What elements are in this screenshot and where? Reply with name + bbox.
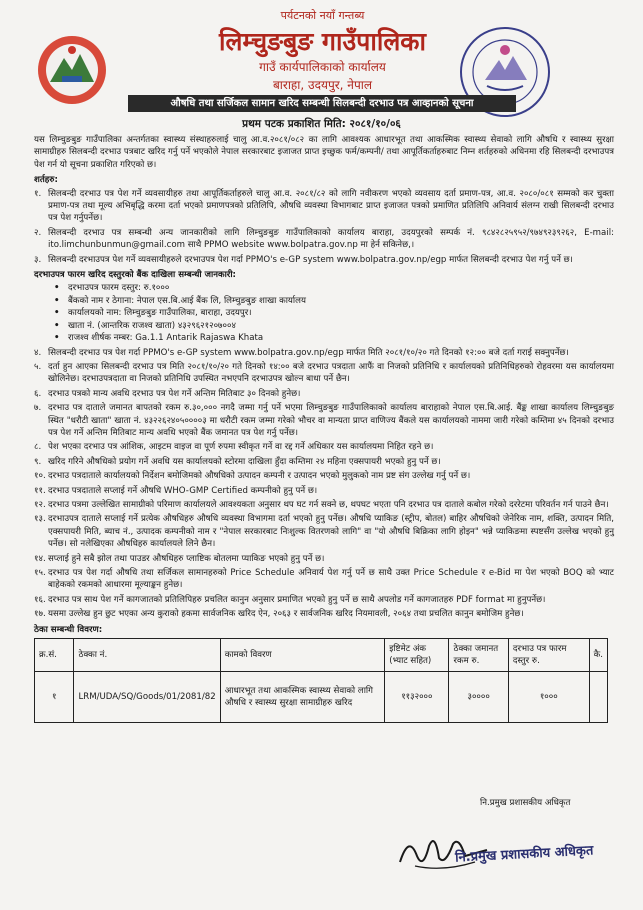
signatory-title: नि.प्रमुख प्रशासकीय अधिकृत — [480, 798, 571, 808]
nepal-emblem-icon — [32, 30, 112, 110]
notice-title: औषधि तथा सर्जिकल सामान खरिद सम्बन्धी सिलबन्दी दरभाउ पत्र आव्हानको सूचना — [128, 95, 516, 112]
condition-number: ४. — [34, 347, 42, 358]
condition-number: १३. — [34, 514, 46, 525]
intro-paragraph: यस लिम्चुङबुङ गाउँपालिका अन्तर्गतका स्वास्थ्य संस्थाहरुलाई चालु आ.व.२०८१/०८२ का लागि आवश्यक आधारभूत तथा आकस्मिक स्वास्थ्य सेवाको लागि औषधि र स्वास्थ्य सुरक्षा सामाग्रीहरु सिलबन्दी दरभाउ पत्रबाट खरिद गर्नु पर्ने भएकोले नेपाल सरकारबाट इजाजत प्राप्त इच्छुक फर्म/कम्पनी/ तथा आपूर्तिकर्ताहरुबाट निम्न शर्तहरुको अधिनमा रहि सिलबन्दी दरभाउपत्र पेश गर्न यो सूचना प्रकाशित गरिएको छ। — [34, 135, 614, 170]
column-header: क्र.सं. — [35, 639, 74, 672]
handwritten-signature-icon — [395, 826, 495, 876]
bank-info-list — [54, 282, 614, 344]
notice-body — [34, 134, 614, 723]
condition-item — [34, 608, 614, 620]
tagline: पर्यटनको नयाँ गन्तब्य — [280, 9, 365, 22]
condition-text: दरभाउ पत्रको मान्य अवधि दरभाउ पत्र पेश गर्ने अन्तिम मितिबाट ३० दिनको हुनेछ। — [48, 388, 301, 399]
column-header: ठेक्का नं. — [74, 639, 220, 672]
condition-item — [34, 513, 614, 550]
column-header: इष्टिमेट अंक (भ्याट सहित) — [385, 639, 449, 672]
condition-number: २. — [34, 227, 42, 238]
office-name: गाउँ कार्यपालिकाको कार्यालय — [259, 60, 386, 74]
letterhead — [0, 0, 643, 140]
condition-number: १२. — [34, 499, 46, 510]
condition-item — [34, 499, 614, 511]
condition-text: दरभाउपत्र दाताले सप्लाई गर्ने प्रत्येक औषधिहरु औषधि व्यवस्था विभागमा दर्ता भएको हुनु पर्नेछ। औषधि प्याकिङ (स्ट्रीप, बोतल) बाहिर औषधिको जेनेरिक नाम, शक्ति, उत्पादन मिति, एक्सपायरी मिति, ब्याच नं., उत्पादक कम्पनीको नाम र "नेपाल सरकारबाट निःशुल्क वितरणको लागि" वा "यो औषधि बिक्रिका लागि होइन" भन्ने प्याकिङमा स्पष्टसँग उल्लेख भएको हुनु पर्नेछ। सो नलेखिएका औषधिहरु कार्यालयले लिने छैन। — [48, 514, 614, 550]
condition-text: सप्लाई हुने सबै झोल तथा पाउडर औषधिहरु प्लाष्टिक बोतलमा प्याकिङ भएको हुनु पर्ने छ। — [48, 553, 325, 564]
column-header: कै. — [589, 639, 607, 672]
condition-item — [34, 188, 614, 225]
column-header: ठेक्का जमानत रकम रु. — [449, 639, 508, 672]
column-header: दरभाउ पत्र फारम दस्तुर रु. — [508, 639, 589, 672]
list-item: • खाता नं. (आन्तरिक राजश्व खाता) ४३२९६२१२०७००४ — [54, 320, 614, 332]
condition-item — [34, 553, 614, 565]
table-cell: १००० — [508, 672, 589, 723]
list-item: • बैंकको नाम र ठेगाना: नेपाल एस.बि.आई बैंक लि, लिम्चुङबुङ शाखा कार्यालय — [54, 295, 614, 307]
condition-number: ६. — [34, 388, 42, 399]
condition-text: दरभाउ पत्र दाताले जमानत बापतको रकम रु.३०,००० नगदै जम्मा गर्नु पर्ने भएमा लिम्चुङबुङ गाउँपालिकाको कार्यालय बाराहाको नेपाल एस.बि.आई. बैंङ्क शाखा कार्यालय लिम्चुङबुङ स्थित "धरौटी खाता" खाता नं. ४३२२६२४०५००००३ मा धरौटी रकम जम्मा गरेको भौचर वा मान्यता प्राप्त वाणिज्य बैंकले यस कार्यालयको नाममा जारी गरेको कम्तिमा ४५ दिनको दरभाउ पत्र पेश गर्ने अन्तिम मितिबाट मान्य अवधि भएको बैंक जमानत पत्र पेश गर्नु पर्नेछ। — [48, 403, 614, 438]
condition-item — [34, 456, 614, 468]
condition-item — [34, 441, 614, 453]
condition-number: १०. — [34, 471, 46, 482]
condition-number: १४. — [34, 553, 46, 564]
condition-text: दरभाउ पत्र पेश गर्दा औषधि तथा सर्जिकल सामानहरुको Price Schedule अनिवार्य पेश गर्नु पर्ने छ साथै उक्त Price Schedule र e-Bid मा पेश भएको BOQ को भ्याट बाहेकको रकमको आधारमा मूल्याङ्कन हुनेछ। — [48, 568, 614, 591]
condition-text: सिलबन्दी दरभाउ पत्र पेश गर्ने व्यवसायीहरु तथा आपूर्तिकर्ताहरुले चालु आ.व. २०८१/८२ को लागि नवीकरण भएको व्यवसाय दर्ता प्रमाण-पत्र, आ.व. २०८०/०८१ सम्मको कर चुक्ता प्रमाण-पत्र तथा मूल्य अभिबृद्धि करमा दर्ता भएको प्रमाणपत्रको प्रतिलिपि, औषधि व्यवस्था विभागबाट प्राप्त इजाजत पत्रको प्रमाणित प्रतिलिपि अनिवार्य संलग्न राखी सिलबन्दी दरभाउ पत्र पेश गर्नुपर्नेछ। — [48, 188, 614, 224]
condition-text: दरभाउ पत्रमा उल्लेखित सामाग्रीको परिमाण कार्यालयले आवश्यकता अनुसार थप घट गर्न सक्ने छ, थपघट भएता पनि दरभाउ पत्र दाताले कबोल गरेको दररेटमा परिवर्तन गर्न पाउने छैन। — [48, 499, 609, 510]
condition-text: दरभाउ पत्रदाताले कार्यालयको निर्देशन बमोजिमको औषधिको उत्पादन कम्पनी र उत्पादन भएको मुलुकको नाम प्रष्ट संग उल्लेख गर्नु पर्ने छ। — [48, 471, 471, 482]
condition-item — [34, 254, 614, 266]
condition-text: दर्ता हुन आएका सिलबन्दी दरभाउ पत्र मिति २०८१/१०/२० गते दिनको १४:०० बजे दरभाउ पत्रदाता आफैं वा निजको प्रतिनिधि र कार्यालयको प्रतिनिधिहरुको रोहवरमा यस कार्यालयमा खोलिनेछ। दरभाउपत्रदाता वा निजको प्रतिनिधि उपस्थित नभएपनि दरभाउपत्र खोल्न बाधा पर्ने छैन। — [48, 361, 614, 385]
signatory-stamp: नि.प्रमुख प्रशासकीय अधिकृत — [454, 843, 594, 866]
condition-text: दरभाउ पत्रदाताले सप्लाई गर्ने औषधि WHO-GMP Certified कम्पनीको हुनु पर्ने छ। — [48, 485, 318, 496]
office-address: बाराहा, उदयपुर, नेपाल — [272, 78, 373, 92]
table-row — [35, 672, 608, 723]
table-cell: LRM/UDA/SQ/Goods/01/2081/82 — [74, 672, 220, 723]
condition-text: सिलबन्दी दरभाउ पत्र सम्बन्धी अन्य जानकारीको लागि लिम्चुङबुङ गाउँपालिकाको कार्यालय बाराहा, उदयपुरको सम्पर्क नं. ९८४२८२५९५२/९७४९२३९२६२, E-mail: ito.limchunbunmun@gmail.com साथै PPMO website www.bolpatra.gov.np मा हेर्न सकिनेछ,। — [48, 227, 614, 251]
bank-info-heading: दरभाउपत्र फारम खरिद दस्तुरको बैंक दाखिला सम्बन्धी जानकारी: — [34, 270, 236, 281]
condition-number: १७. — [34, 609, 46, 620]
condition-item — [34, 485, 614, 497]
table-heading: ठेका सम्बन्धी विवरण: — [34, 624, 103, 635]
condition-item — [34, 361, 614, 386]
tender-table — [34, 638, 608, 723]
condition-number: १६. — [34, 594, 46, 605]
condition-number: ९. — [34, 456, 42, 467]
condition-number: ३. — [34, 254, 42, 265]
condition-item — [34, 347, 614, 359]
table-cell: ३०००० — [449, 672, 508, 723]
table-cell: आधारभूत तथा आकस्मिक स्वास्थ्य सेवाको लागि औषधि र स्वास्थ्य सुरक्षा सामाग्रीहरु खरिद — [220, 672, 385, 723]
condition-text: यसमा उल्लेख हुन छुट भएका अन्य कुराको हकमा सार्वजनिक खरिद ऐन, २०६३ र सार्वजनिक खरिद नियमावली, २०६४ तथा प्रचलित कानुन बमोजिम हुनेछ। — [48, 609, 524, 620]
condition-number: १. — [34, 188, 42, 199]
condition-number: १५. — [34, 568, 46, 578]
table-cell: १ — [35, 672, 74, 723]
condition-text: सिलबन्दी दरभाउ पत्र पेश गर्दा PPMO's e-GP system www.bolpatra.gov.np/egp मार्फत मिति २०८१/१०/२० गते दिनको १२:०० बजे दर्ता गराई सक्नुपर्नेछ। — [48, 347, 569, 358]
condition-number: ८. — [34, 442, 42, 453]
condition-number: ७. — [34, 403, 42, 414]
condition-item — [34, 594, 614, 606]
organization-name: लिम्चुङबुङ गाउँपालिका — [219, 27, 426, 56]
list-item: • कार्यालयको नाम: लिम्चुङबुङ गाउँपालिका, बाराहा, उदयपुर। — [54, 307, 614, 319]
condition-text: पेश भएका दरभाउ पत्र आंशिक, आइटम वाइज वा पूर्ण रुपमा स्वीकृत गर्ने वा रद्द गर्ने अधिकार यस कार्यालयमा निहित रहने छ। — [48, 442, 434, 453]
condition-item — [34, 470, 614, 482]
table-header-row — [35, 639, 608, 672]
table-cell — [589, 672, 607, 723]
condition-text: सिलबन्दी दरभाउपत्र पेश गर्ने व्यवसायीहरुले दरभाउपत्र पेश गर्दा PPMO's e-GP system www.bolpatra.gov.np/egp मार्फत सिलबन्दी दरभाउ पेश गर्नु पर्ने छ। — [48, 254, 573, 265]
column-header: कामको विवरण — [220, 639, 385, 672]
list-item: • राजश्व शीर्षक नम्बर: Ga.1.1 Antarik Rajaswa Khata — [54, 332, 614, 344]
condition-item — [34, 402, 614, 439]
condition-text: खरिद गरिने औषधिको प्रयोग गर्ने अवधि यस कार्यालयको स्टोरमा दाखिला हुँदा कम्तिमा २४ महिना एक्सपायरी भएको हुनु पर्ने छ। — [48, 456, 441, 467]
condition-item — [34, 567, 614, 592]
condition-number: ५. — [34, 361, 42, 372]
condition-text: दरभाउ पत्र साथ पेश गर्ने कागजातको प्रतिलिपिहरु प्रचलित कानुन अनुसार प्रमाणित भएको हुनु पर्ने छ साथै अपलोड गर्ने कागजातहरु PDF format मा हुनुपर्नेछ। — [48, 594, 546, 605]
list-item: • दरभाउपत्र फारम दस्तुर: रु.१००० — [54, 282, 614, 294]
table-cell: ११३२००० — [385, 672, 449, 723]
condition-number: ११. — [34, 485, 46, 496]
conditions-heading: शर्तहरु: — [34, 175, 58, 186]
publication-date: प्रथम पटक प्रकाशित मिति: २०८१/१०/०६ — [242, 118, 401, 130]
condition-item — [34, 227, 614, 252]
condition-item — [34, 388, 614, 400]
